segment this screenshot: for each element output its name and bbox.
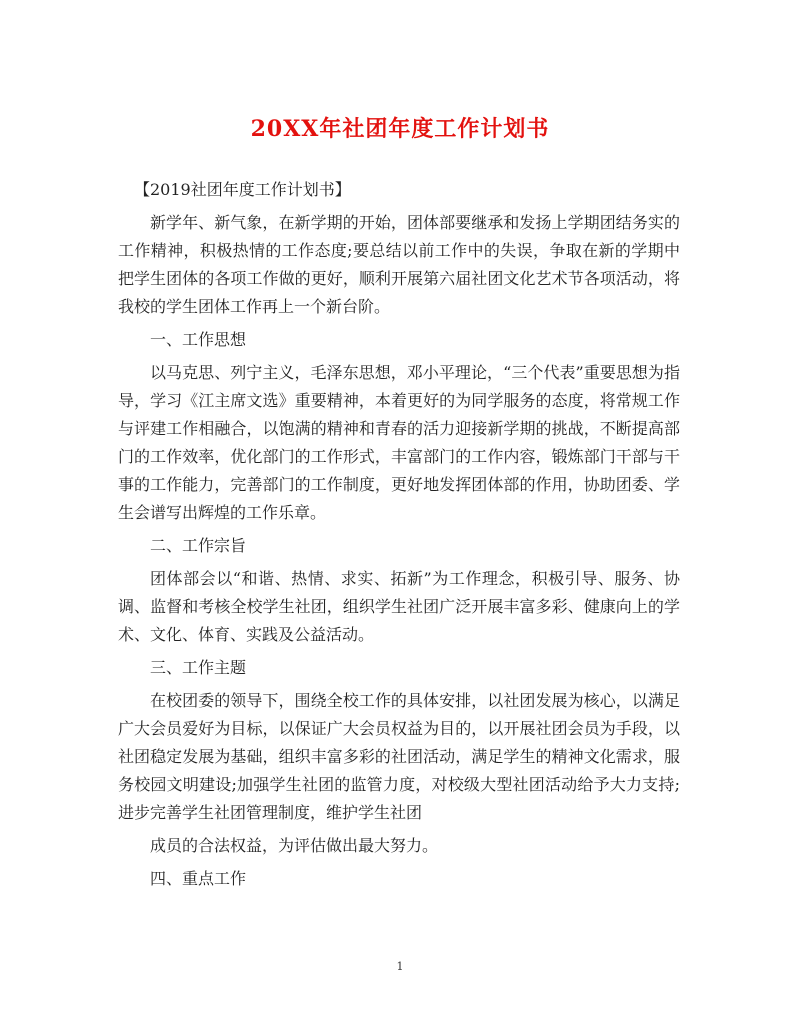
paragraph-intro: 新学年、新气象，在新学期的开始，团体部要继承和发扬上学期团结务实的工作精神，积极热情的工作态度;要总结以前工作中的失误，争取在新的学期中把学生团体的各项工作做的更好，顺利开展第六届社团文化艺术节各项活动，将我校的学生团体工作再上一个新台阶。 — [118, 213, 680, 316]
paragraph-section-3: 在校团委的领导下，围绕全校工作的具体安排，以社团发展为核心，以满足广大会员爱好为目标，以保证广大会员权益为目的，以开展社团会员为手段，以社团稳定发展为基础，组织丰富多彩的社团活动，满足学生的精神文化需求，服务校园文明建设;加强学生社团的监管力度，对校级大型社团活动给予大力支持;进步完善学生社团管理制度，维护学生社团 — [118, 691, 680, 822]
section-heading-1: 一、工作思想 — [150, 330, 247, 349]
document-subtitle: 【2019社团年度工作计划书】 — [134, 180, 351, 199]
paragraph-section-1: 以马克思、列宁主义，毛泽东思想，邓小平理论，“三个代表”重要思想为指导，学习《江主席文选》重要精神，本着更好的为同学服务的态度，将常规工作与评建工作相融合，以饱满的精神和青春的活力迎接新学期的挑战，不断提高部门的工作效率，优化部门的工作形式，丰富部门的工作内容，锻炼部门干部与干事的工作能力，完善部门的工作制度，更好地发挥团体部的作用，协助团委、学生会谱写出辉煌的工作乐章。 — [118, 363, 680, 522]
paragraph-section-3-continued: 成员的合法权益，为评估做出最大努力。 — [150, 836, 439, 855]
section-heading-2: 二、工作宗旨 — [150, 536, 247, 555]
section-heading-4: 四、重点工作 — [150, 869, 247, 888]
paragraph-section-2: 团体部会以“和谐、热情、求实、拓新”为工作理念，积极引导、服务、协调、监督和考核全校学生社团，组织学生社团广泛开展丰富多彩、健康向上的学术、文化、体育、实践及公益活动。 — [118, 569, 680, 644]
section-heading-3: 三、工作主题 — [150, 658, 247, 677]
document-title: 20XX年社团年度工作计划书 — [250, 116, 550, 142]
document-body — [118, 176, 680, 898]
page-number: 1 — [396, 960, 404, 973]
